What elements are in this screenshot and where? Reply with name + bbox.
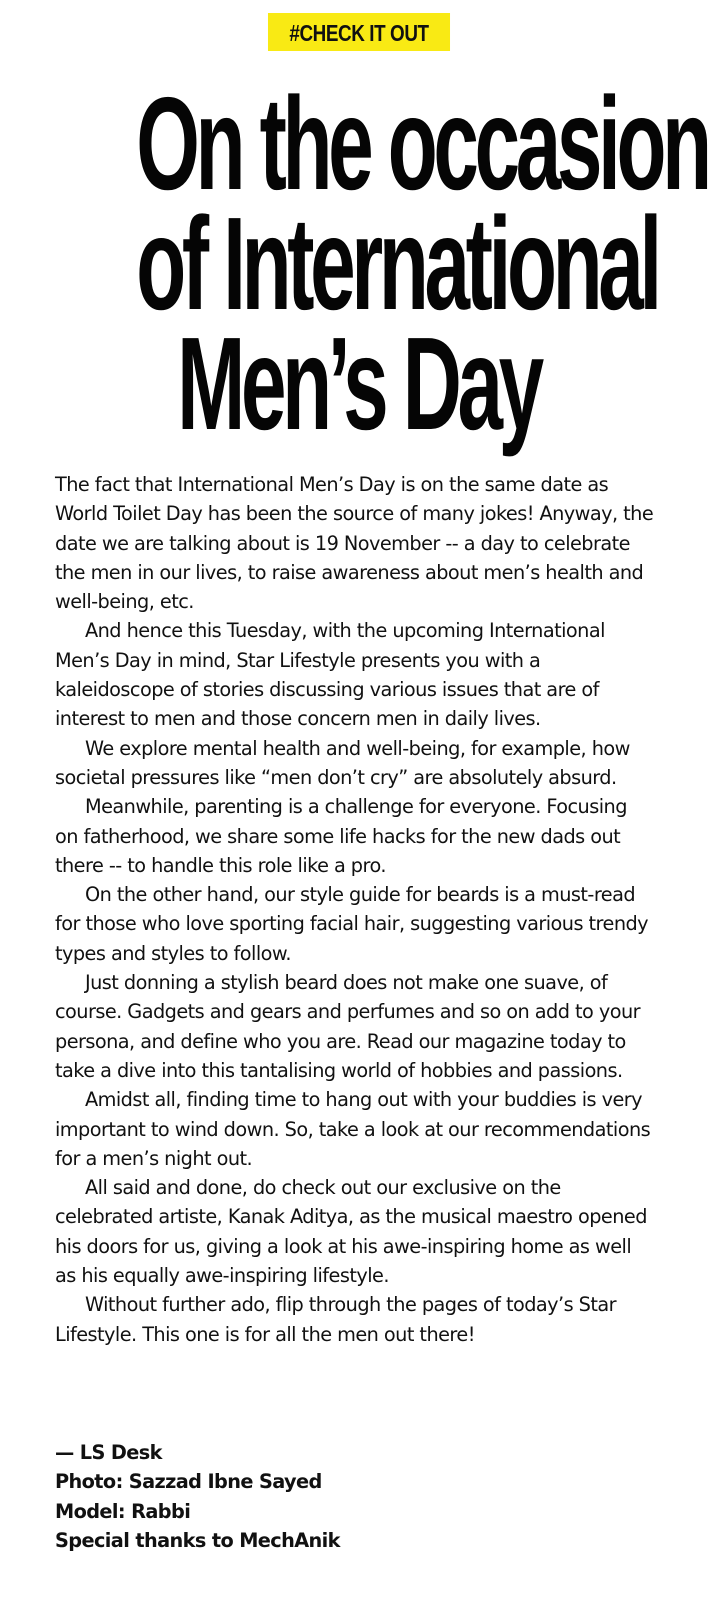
byline: — LS Desk xyxy=(55,1441,162,1464)
special-thanks: Special thanks to MechAnik xyxy=(55,1528,340,1552)
headline xyxy=(0,70,717,457)
tag-wrapper xyxy=(0,13,717,51)
article-paragraph: We explore mental health and well-being, for example, how societal pressures like “men don’t cry” are absolutely absurd. xyxy=(55,736,630,789)
headline-line-2: of International xyxy=(136,190,658,337)
article-paragraph: The fact that International Men’s Day is on the same date as World Toilet Day has been the source of many jokes! Anyway, the date we are talking about is 19 November -- a day to celebrate the men in our lives, to raise awareness about men’s health and well-being, etc. xyxy=(55,473,654,614)
article-paragraph: Meanwhile, parenting is a challenge for everyone. Focusing on fatherhood, we share some life hacks for the new dads out there -- to handle this role like a pro. xyxy=(55,795,627,877)
section-tag: #CHECK IT OUT xyxy=(267,13,449,51)
credits xyxy=(55,1438,655,1555)
headline-line-3: Men’s Day xyxy=(177,310,540,457)
article-paragraph: Without further ado, flip through the pages of today’s Star Lifestyle. This one is for all the men out there! xyxy=(55,1293,617,1346)
headline-line-1: On the occasion xyxy=(136,70,708,217)
article-paragraph: Just donning a stylish beard does not make one suave, of course. Gadgets and gears and perfumes and so on add to your persona, and define who you are. Read our magazine today to take a dive into this tantalising world of hobbies and passions. xyxy=(55,971,641,1082)
article-paragraph: All said and done, do check out our exclusive on the celebrated artiste, Kanak Aditya, as the musical maestro opened his doors for us, giving a look at his awe-inspiring home as well as his equally awe-inspiring lifestyle. xyxy=(55,1176,647,1288)
photo-credit: Photo: Sazzad Ibne Sayed xyxy=(55,1470,322,1494)
article-paragraph: Amidst all, finding time to hang out with your buddies is very important to wind down. So, take a look at our recommendations for a men’s night out. xyxy=(55,1088,651,1170)
article-body xyxy=(55,470,655,1349)
article-paragraph: On the other hand, our style guide for beards is a must-read for those who love sporting facial hair, suggesting various trendy types and styles to follow. xyxy=(55,883,649,965)
article-paragraph: And hence this Tuesday, with the upcoming International Men’s Day in mind, Star Lifestyle presents you with a kaleidoscope of stories discussing various issues that are of interest to men and those concern men in daily lives. xyxy=(55,619,605,731)
model-credit: Model: Rabbi xyxy=(55,1499,191,1523)
